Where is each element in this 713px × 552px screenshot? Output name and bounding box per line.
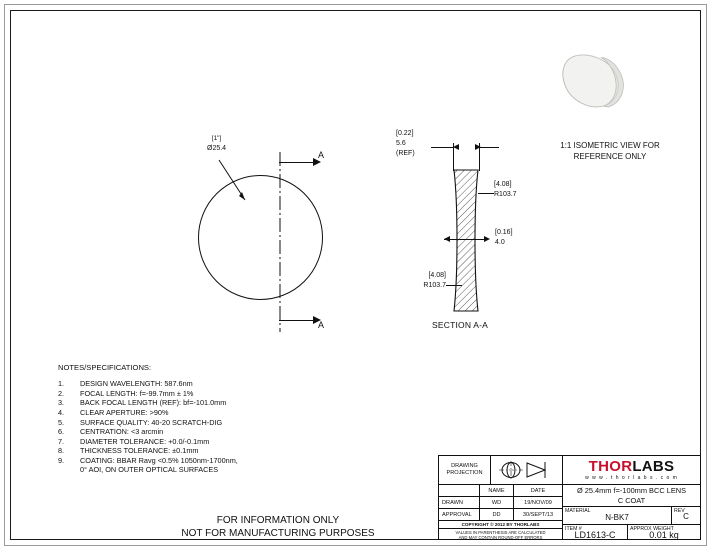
disclaimer-text	[148, 514, 408, 540]
diameter-bracket-label: [1"]	[211, 135, 222, 142]
isometric-lens-shape	[558, 50, 636, 112]
item-cell	[563, 525, 628, 540]
isometric-caption-line1: 1:1 ISOMETRIC VIEW FOR	[560, 141, 660, 150]
note-item	[58, 427, 238, 436]
note-number: 8.	[58, 446, 65, 456]
note-number: 1.	[58, 379, 65, 389]
radius-bottom-value-label: R103.7	[423, 282, 446, 289]
part-description-line2: C COAT	[617, 496, 646, 505]
item-value: LD1613-C	[574, 530, 616, 540]
logo-wordmark	[589, 459, 675, 474]
rev-label: REV	[674, 507, 685, 514]
note-number: 3.	[58, 398, 65, 408]
note-number: 9.	[58, 455, 65, 465]
header-date: DATE	[513, 485, 562, 496]
note-number: 2.	[58, 388, 65, 398]
thickness-ref-label: (REF)	[396, 150, 415, 157]
material-cell	[563, 507, 672, 524]
note-text: THICKNESS TOLERANCE: ±0.1mm	[80, 446, 199, 456]
header-name: NAME	[479, 485, 513, 496]
drawn-label: DRAWN	[442, 499, 463, 506]
values-note-line1: VALUES IN PARENTHESIS ARE CALCULATED	[455, 529, 546, 535]
note-subtext: 0° AOI, ON OUTER OPTICAL SURFACES	[80, 465, 219, 475]
logo-labs: LABS	[632, 458, 675, 475]
logo-thor: THOR	[588, 458, 633, 475]
note-item	[58, 408, 238, 417]
approval-label: APPROVAL	[442, 511, 472, 518]
note-item	[58, 379, 238, 388]
note-text: CLEAR APERTURE: >90%	[80, 407, 169, 417]
note-item	[58, 456, 238, 474]
part-description-line1: Ø 25.4mm f=-100mm BCC LENS	[576, 486, 687, 495]
approval-date: 30/SEPT/13	[513, 509, 562, 520]
item-label: ITEM #	[565, 525, 582, 532]
note-number: 5.	[58, 417, 65, 427]
diameter-callout	[207, 134, 226, 154]
note-item	[58, 437, 238, 446]
note-number: 7.	[58, 436, 65, 446]
values-note	[439, 529, 562, 540]
first-angle-projection-icon	[491, 460, 562, 480]
isometric-caption-line2: REFERENCE ONLY	[573, 152, 647, 161]
disclaimer-line1: FOR INFORMATION ONLY	[216, 515, 340, 526]
notes-title: NOTES/SPECIFICATIONS:	[58, 363, 152, 372]
note-number: 6.	[58, 427, 65, 437]
radius-top-value-label: R103.7	[494, 191, 517, 198]
notes-block	[58, 363, 238, 475]
radius-bottom-bracket-label: [4.08]	[428, 272, 446, 279]
part-description	[563, 485, 700, 507]
approval-row	[439, 509, 562, 521]
section-cut-line	[279, 152, 281, 332]
values-note-line2: AND MAY CONTAIN ROUND-OFF ERRORS	[458, 535, 543, 541]
edge-bracket-label: [0.16]	[495, 229, 513, 236]
thorlabs-logo	[563, 456, 700, 485]
note-item	[58, 418, 238, 427]
section-arrow-bottom-line	[279, 320, 315, 321]
radius-top-bracket-label: [4.08]	[494, 181, 512, 188]
lens-outline-circle	[198, 175, 323, 300]
thickness-callout	[396, 129, 415, 159]
note-text: DIAMETER TOLERANCE: +0.0/-0.1mm	[80, 436, 210, 446]
approval-name: DD	[479, 509, 513, 520]
section-view-title: SECTION A-A	[432, 320, 489, 330]
material-label: MATERIAL	[565, 507, 591, 514]
note-text: SURFACE QUALITY: 40-20 SCRATCH-DIG	[80, 417, 223, 427]
disclaimer-line2: NOT FOR MANUFACTURING PURPOSES	[181, 528, 375, 539]
thickness-value-label: 5.6	[396, 140, 406, 147]
isometric-caption	[520, 140, 700, 162]
radius-top-leader	[478, 193, 494, 194]
note-text: DESIGN WAVELENGTH: 587.6nm	[80, 379, 193, 389]
drawn-date: 19/NOV/09	[513, 497, 562, 508]
item-weight-row	[563, 525, 700, 540]
material-rev-row	[563, 507, 700, 525]
note-item	[58, 446, 238, 455]
projection-row	[439, 456, 562, 485]
front-view	[185, 130, 345, 350]
thickness-arrowheads	[448, 142, 486, 153]
material-value: N-BK7	[605, 513, 629, 522]
diameter-value-label: Ø25.4	[207, 145, 227, 152]
radius-bottom-leader	[446, 285, 462, 286]
drawn-name: WD	[479, 497, 513, 508]
edge-thickness-callout	[495, 228, 513, 248]
title-block-right	[563, 456, 700, 539]
radius-top-callout	[494, 180, 517, 200]
weight-label: APPROX WEIGHT	[630, 525, 674, 532]
title-block-header-row	[439, 485, 562, 497]
projection-label-line1: DRAWING	[451, 462, 478, 469]
title-block	[438, 455, 701, 540]
note-number: 4.	[58, 407, 65, 417]
note-item	[58, 398, 238, 407]
projection-label	[439, 456, 491, 484]
section-label-bottom: A	[318, 320, 325, 330]
weight-value: 0.01 kg	[649, 530, 679, 540]
note-text: FOCAL LENGTH: f=-99.7mm ± 1%	[80, 388, 194, 398]
rev-cell	[672, 507, 700, 524]
drawn-row	[439, 497, 562, 509]
title-block-left	[439, 456, 563, 539]
note-item	[58, 389, 238, 398]
note-text: CENTRATION: <3 arcmin	[80, 427, 164, 437]
notes-list	[58, 379, 238, 474]
rev-value: C	[683, 512, 689, 521]
note-text: BACK FOCAL LENGTH (REF): bf=-101.0mm	[80, 398, 227, 408]
edge-thickness-arrowheads	[440, 234, 496, 245]
section-label-top: A	[318, 150, 325, 160]
section-arrow-top-line	[279, 162, 315, 163]
logo-url: w w w . t h o r l a b s . c o m	[585, 475, 678, 481]
projection-label-line2: PROJECTION	[446, 470, 483, 476]
thickness-bracket-label: [0.22]	[396, 130, 414, 137]
copyright-text: COPYRIGHT © 2012 BY THORLABS	[439, 521, 562, 529]
weight-cell	[628, 525, 700, 540]
note-text: COATING: BBAR Ravg <0.5% 1050nm-1700nm,	[80, 455, 238, 465]
radius-bottom-callout	[390, 271, 446, 291]
edge-value-label: 4.0	[495, 239, 505, 246]
isometric-view	[520, 48, 700, 161]
